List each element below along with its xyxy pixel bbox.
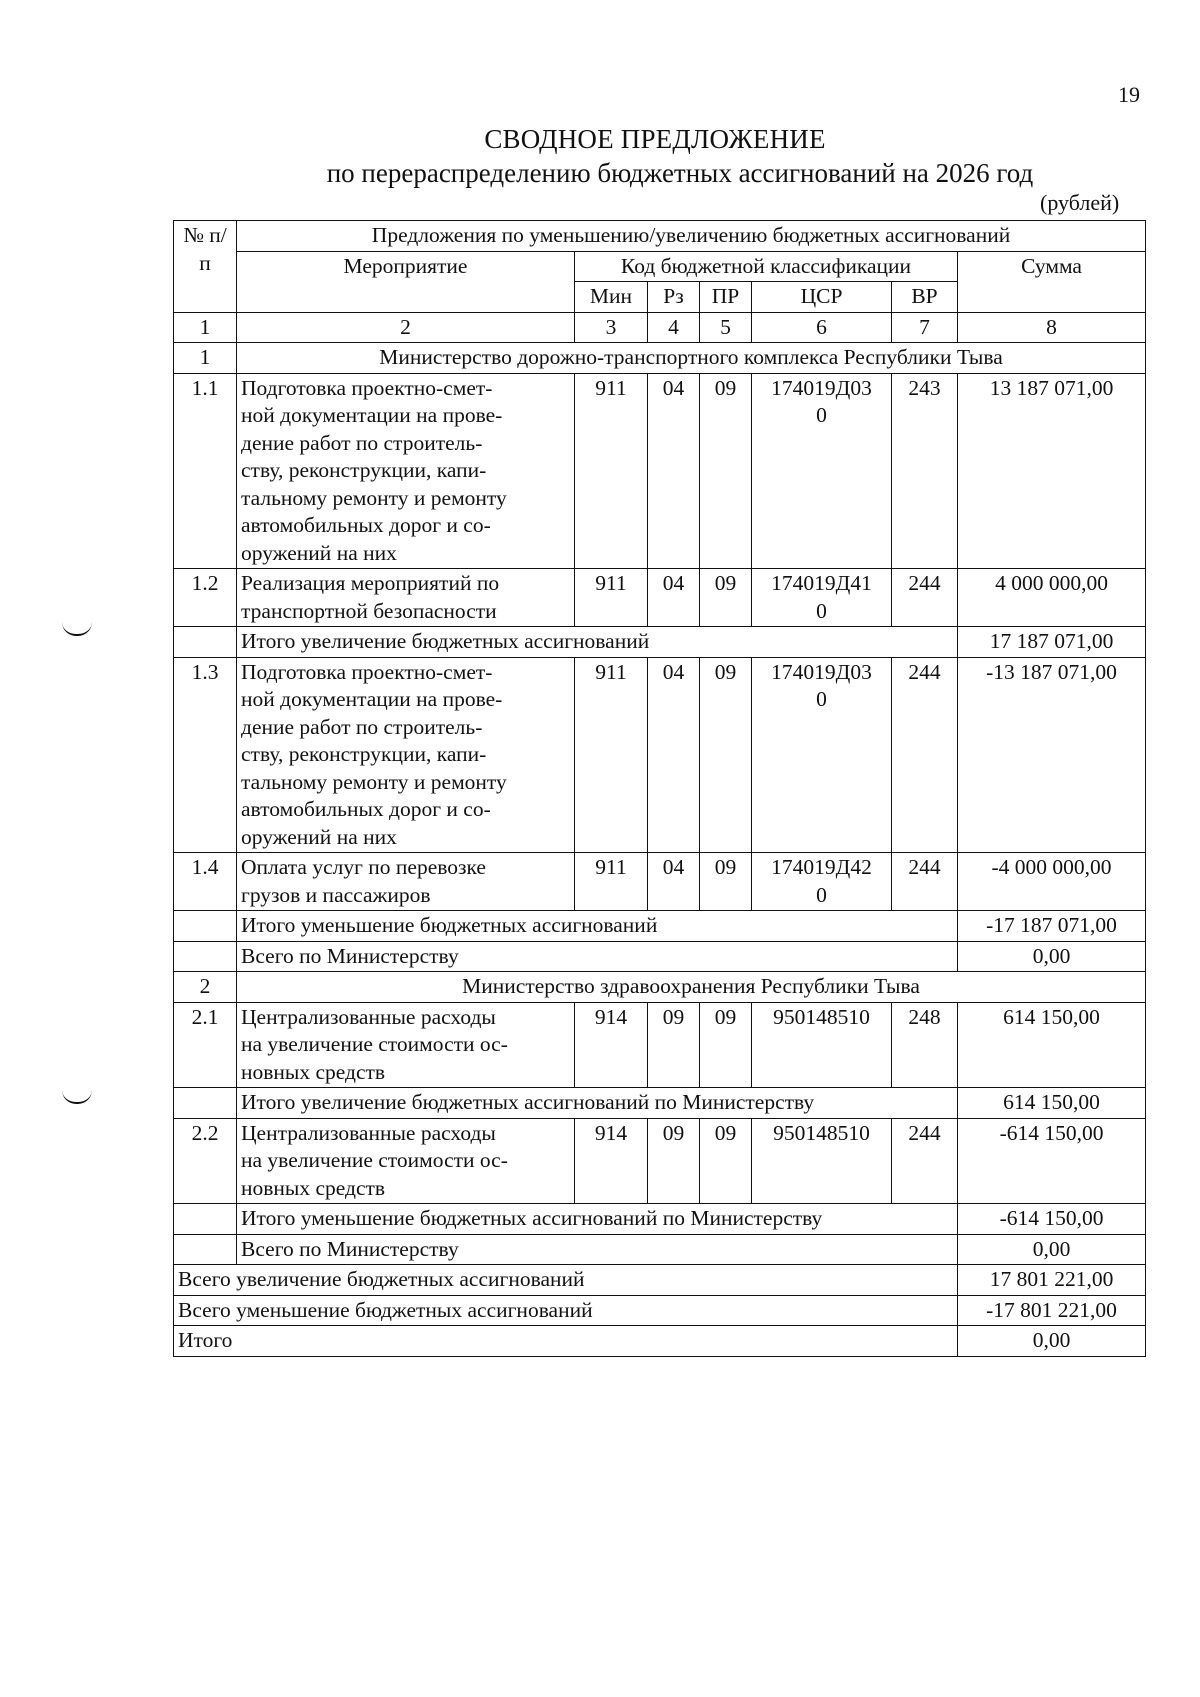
section-title: Министерство дорожно-транспортного комплекса Республики Тыва (237, 343, 1146, 374)
item-name: Централизованные расходы на увеличение стоимости ос- новных средств (237, 1002, 575, 1088)
item-number: 1.3 (174, 657, 237, 853)
column-number: 4 (648, 312, 700, 343)
header-rz: Рз (648, 282, 700, 313)
column-number: 8 (958, 312, 1146, 343)
item-number: 1.1 (174, 373, 237, 569)
item-csr: 174019Д41 0 (752, 569, 892, 627)
ministry-total-row-label: Всего по Министерству (237, 941, 958, 972)
units-label: (рублей) (1040, 190, 1120, 215)
column-number: 5 (700, 312, 752, 343)
ministry-total-row-label: Всего по Министерству (237, 1234, 958, 1265)
item-rz: 04 (648, 373, 700, 569)
item-vr: 244 (892, 657, 958, 853)
item-row (174, 1118, 1146, 1204)
ministry-total-row-value: 0,00 (958, 1234, 1146, 1265)
grand-total-row-label: Итого (174, 1326, 958, 1357)
column-number-row (174, 312, 1146, 343)
decrease-total-row-value: -17 187 071,00 (958, 911, 1146, 942)
item-csr: 174019Д03 0 (752, 373, 892, 569)
increase-total-row (174, 627, 1146, 658)
item-min: 911 (575, 569, 648, 627)
item-csr: 950148510 (752, 1002, 892, 1088)
grand-total-row (174, 1326, 1146, 1357)
grand-increase-row (174, 1265, 1146, 1296)
increase-total-row-label: Итого увеличение бюджетных ассигнований по Министерству (237, 1088, 958, 1119)
grand-increase-row-label: Всего увеличение бюджетных ассигнований (174, 1265, 958, 1296)
grand-total-row-value: 0,00 (958, 1326, 1146, 1357)
grand-decrease-row-label: Всего уменьшение бюджетных ассигнований (174, 1295, 958, 1326)
item-min: 911 (575, 853, 648, 911)
item-rz: 04 (648, 657, 700, 853)
item-sum: -614 150,00 (958, 1118, 1146, 1204)
item-min: 914 (575, 1002, 648, 1088)
decrease-total-row-label: Итого уменьшение бюджетных ассигнований (237, 911, 958, 942)
item-vr: 243 (892, 373, 958, 569)
item-vr: 244 (892, 569, 958, 627)
item-rz: 04 (648, 853, 700, 911)
item-csr: 950148510 (752, 1118, 892, 1204)
section-header-row (174, 343, 1146, 374)
decrease-total-row (174, 1204, 1146, 1235)
item-pr: 09 (700, 1118, 752, 1204)
item-number: 1.4 (174, 853, 237, 911)
item-row (174, 569, 1146, 627)
item-sum: 4 000 000,00 (958, 569, 1146, 627)
decrease-total-row-label: Итого уменьшение бюджетных ассигнований по Министерству (237, 1204, 958, 1235)
item-min: 911 (575, 373, 648, 569)
item-sum: -4 000 000,00 (958, 853, 1146, 911)
item-rz: 09 (648, 1118, 700, 1204)
ministry-total-row-value: 0,00 (958, 941, 1146, 972)
section-number: 1 (174, 343, 237, 374)
item-sum: 614 150,00 (958, 1002, 1146, 1088)
item-pr: 09 (700, 569, 752, 627)
header-activity: Мероприятие (237, 251, 575, 312)
margin-tick-mark (62, 622, 92, 636)
budget-table (173, 220, 1146, 1357)
item-csr: 174019Д03 0 (752, 657, 892, 853)
item-vr: 244 (892, 1118, 958, 1204)
item-row (174, 657, 1146, 853)
item-rz: 09 (648, 1002, 700, 1088)
section-title: Министерство здравоохранения Республики Тыва (237, 972, 1146, 1003)
item-rz: 04 (648, 569, 700, 627)
section-number: 2 (174, 972, 237, 1003)
item-vr: 244 (892, 853, 958, 911)
table-header-row (174, 221, 1146, 252)
empty-cell (174, 1234, 237, 1265)
header-sum: Сумма (958, 251, 1146, 312)
column-number: 2 (237, 312, 575, 343)
increase-total-row (174, 1088, 1146, 1119)
empty-cell (174, 1204, 237, 1235)
ministry-total-row (174, 941, 1146, 972)
empty-cell (174, 941, 237, 972)
grand-decrease-row (174, 1295, 1146, 1326)
decrease-total-row (174, 911, 1146, 942)
item-name: Подготовка проектно-смет- ной документации на прове- дение работ по строитель- ству, реконструкции, капи- тальному ремонту и ремонту автомобильных дорог и со- оружений на них (237, 657, 575, 853)
document-title: СВОДНОЕ ПРЕДЛОЖЕНИЕ (484, 124, 826, 154)
item-sum: -13 187 071,00 (958, 657, 1146, 853)
item-vr: 248 (892, 1002, 958, 1088)
section-header-row (174, 972, 1146, 1003)
header-num: № п/п (174, 221, 237, 313)
grand-decrease-row-value: -17 801 221,00 (958, 1295, 1146, 1326)
empty-cell (174, 1088, 237, 1119)
item-pr: 09 (700, 1002, 752, 1088)
header-vr: ВР (892, 282, 958, 313)
empty-cell (174, 911, 237, 942)
item-name: Централизованные расходы на увеличение стоимости ос- новных средств (237, 1118, 575, 1204)
grand-increase-row-value: 17 801 221,00 (958, 1265, 1146, 1296)
item-row (174, 373, 1146, 569)
item-csr: 174019Д42 0 (752, 853, 892, 911)
increase-total-row-value: 17 187 071,00 (958, 627, 1146, 658)
increase-total-row-value: 614 150,00 (958, 1088, 1146, 1119)
ministry-total-row (174, 1234, 1146, 1265)
item-pr: 09 (700, 373, 752, 569)
item-name: Оплата услуг по перевозке грузов и пассажиров (237, 853, 575, 911)
item-row (174, 1002, 1146, 1088)
header-csr: ЦСР (752, 282, 892, 313)
item-pr: 09 (700, 853, 752, 911)
increase-total-row-label: Итого увеличение бюджетных ассигнований (237, 627, 958, 658)
item-number: 2.1 (174, 1002, 237, 1088)
column-number: 1 (174, 312, 237, 343)
column-number: 7 (892, 312, 958, 343)
item-min: 911 (575, 657, 648, 853)
item-name: Реализация мероприятий по транспортной безопасности (237, 569, 575, 627)
decrease-total-row-value: -614 150,00 (958, 1204, 1146, 1235)
document-subtitle: по перераспределению бюджетных ассигнований на 2026 год (326, 158, 1034, 188)
header-code: Код бюджетной классификации (575, 251, 958, 282)
empty-cell (174, 627, 237, 658)
table-header-row (174, 251, 1146, 282)
item-row (174, 853, 1146, 911)
column-number: 3 (575, 312, 648, 343)
item-pr: 09 (700, 657, 752, 853)
column-number: 6 (752, 312, 892, 343)
page-number: 19 (1118, 82, 1140, 107)
header-proposals: Предложения по уменьшению/увеличению бюджетных ассигнований (237, 221, 1146, 252)
item-min: 914 (575, 1118, 648, 1204)
margin-tick-mark (62, 1090, 92, 1104)
item-number: 1.2 (174, 569, 237, 627)
item-sum: 13 187 071,00 (958, 373, 1146, 569)
header-pr: ПР (700, 282, 752, 313)
item-number: 2.2 (174, 1118, 237, 1204)
item-name: Подготовка проектно-смет- ной документации на прове- дение работ по строитель- ству, реконструкции, капи- тальному ремонту и ремонту автомобильных дорог и со- оружений на них (237, 373, 575, 569)
header-min: Мин (575, 282, 648, 313)
